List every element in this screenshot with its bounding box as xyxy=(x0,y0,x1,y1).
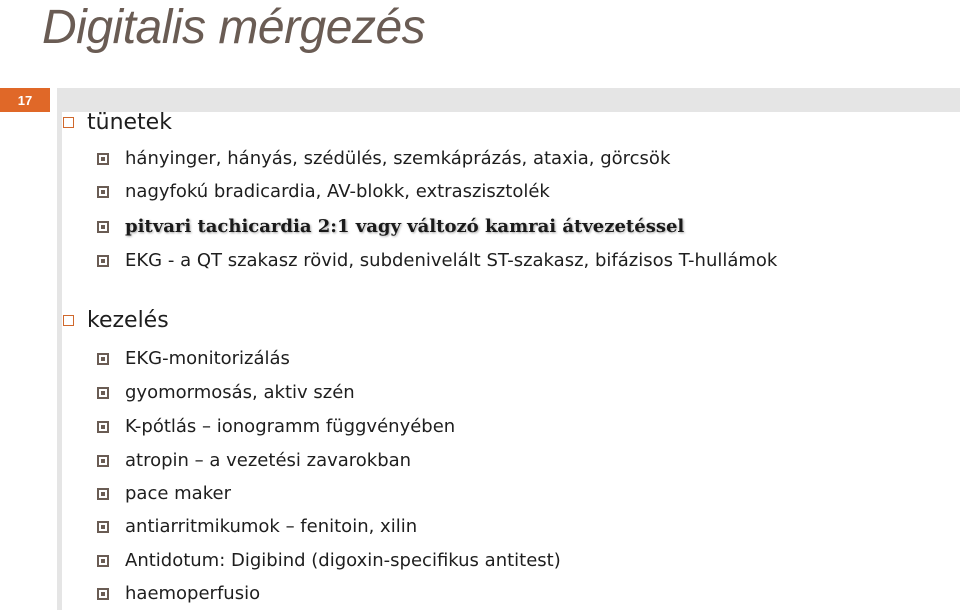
list-item xyxy=(97,181,930,203)
square-bullet-icon xyxy=(97,421,109,433)
square-bullet-icon xyxy=(97,186,109,198)
square-bullet-icon xyxy=(97,221,109,233)
square-bullet-icon xyxy=(97,255,109,267)
list-item-text: EKG-monitorizálás xyxy=(125,348,290,369)
list-item xyxy=(97,250,930,272)
list-item-text: EKG - a QT szakasz rövid, subdenivelált ST-szakasz, bifázisos T-hullámok xyxy=(125,250,778,271)
slide-title: Digitalis mérgezés xyxy=(42,1,426,54)
section-heading-symptoms xyxy=(63,110,172,135)
square-bullet-icon xyxy=(63,315,74,326)
list-item-text: hányinger, hányás, szédülés, szemkáprázás, ataxia, görcsök xyxy=(125,148,671,169)
list-item-text: gyomormosás, aktiv szén xyxy=(125,382,355,403)
section-heading-treatment xyxy=(63,308,169,333)
section-heading-text: kezelés xyxy=(87,308,169,333)
list-item xyxy=(97,550,930,572)
list-item xyxy=(97,483,930,505)
list-item xyxy=(97,348,930,370)
list-item xyxy=(97,416,930,438)
square-bullet-icon xyxy=(97,387,109,399)
list-item xyxy=(97,583,930,605)
square-bullet-icon xyxy=(97,353,109,365)
list-item-text: atropin – a vezetési zavarokban xyxy=(125,450,412,471)
square-bullet-icon xyxy=(97,555,109,567)
list-item xyxy=(97,382,930,404)
square-bullet-icon xyxy=(97,488,109,500)
square-bullet-icon xyxy=(63,117,74,128)
square-bullet-icon xyxy=(97,455,109,467)
list-item-text: antiarritmikumok – fenitoin, xilin xyxy=(125,516,418,537)
square-bullet-icon xyxy=(97,588,109,600)
list-item xyxy=(97,450,930,472)
list-item xyxy=(97,216,930,238)
list-item-text-bold: pitvari tachicardia 2:1 vagy változó kamrai átvezetéssel xyxy=(125,216,685,237)
list-item xyxy=(97,516,930,538)
square-bullet-icon xyxy=(97,521,109,533)
slide-number: 17 xyxy=(17,92,33,108)
header-bar xyxy=(57,88,960,112)
slide-number-badge xyxy=(0,88,50,112)
square-bullet-icon xyxy=(97,153,109,165)
list-item-text: Antidotum: Digibind (digoxin-specifikus antitest) xyxy=(125,550,561,571)
list-item-text: pace maker xyxy=(125,483,231,504)
list-item-text: nagyfokú bradicardia, AV-blokk, extraszisztolék xyxy=(125,181,550,202)
list-item-text: K-pótlás – ionogramm függvényében xyxy=(125,416,456,437)
list-item-text: haemoperfusio xyxy=(125,583,261,604)
section-heading-text: tünetek xyxy=(87,110,172,135)
list-item xyxy=(97,148,930,170)
left-bar xyxy=(57,88,62,610)
